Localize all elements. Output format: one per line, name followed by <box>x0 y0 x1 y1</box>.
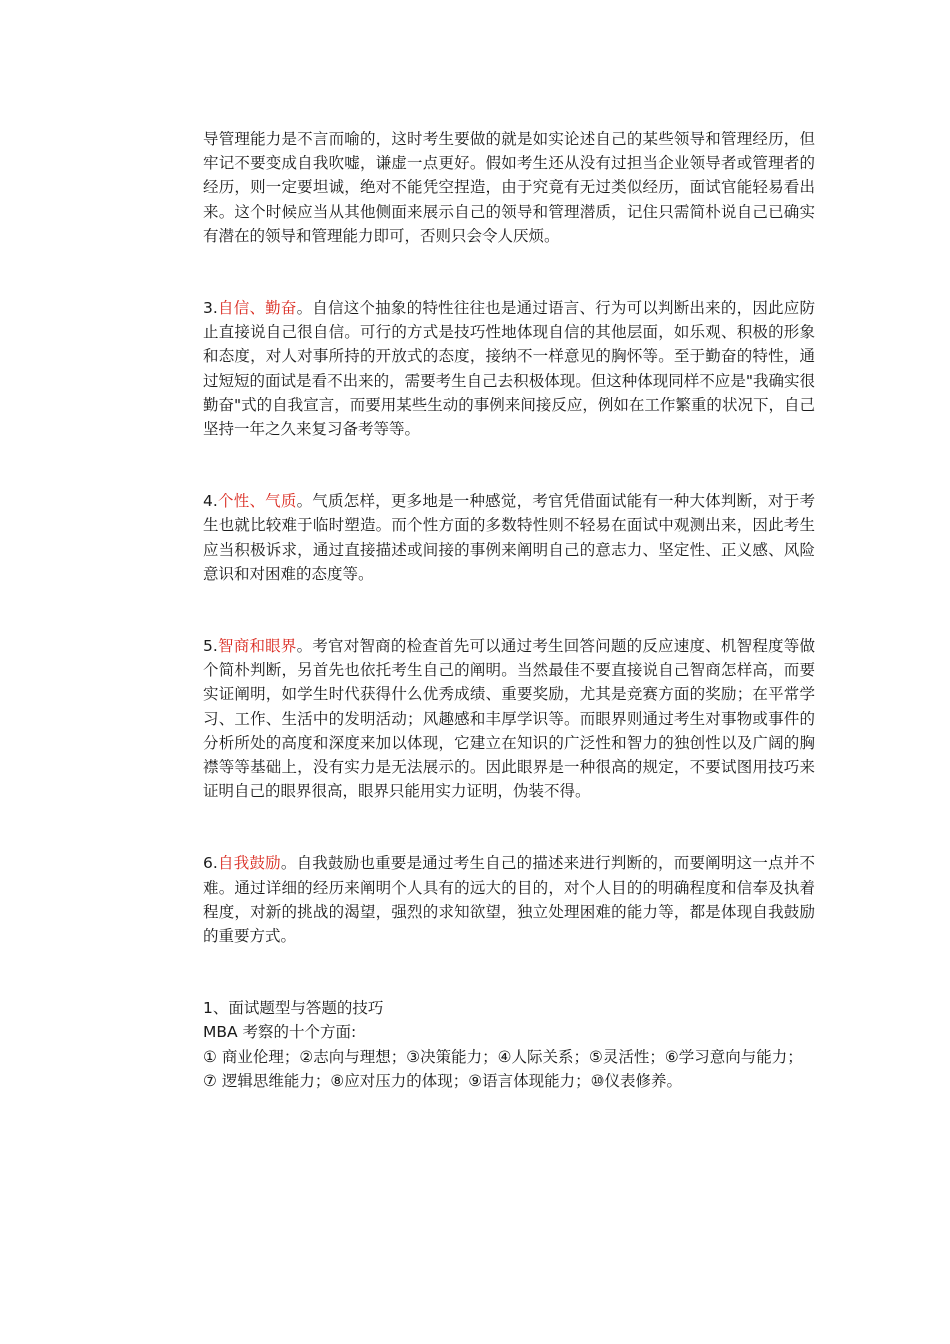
section-number: 4. <box>203 492 218 511</box>
section-self-confidence <box>203 296 815 441</box>
section-title: 个性、气质 <box>217 492 297 511</box>
list-subheading: MBA 考察的十个方面: <box>203 1023 357 1042</box>
section-title: 自信、勤奋 <box>217 299 297 318</box>
list-line-1: ① 商业伦理；②志向与理想；③决策能力；④人际关系；⑤灵活性；⑥学习意向与能力； <box>203 1047 803 1066</box>
section-title: 自我鼓励 <box>217 854 281 873</box>
section-body: 。考官对智商的检查首先可以通过考生回答问题的反应速度、机智程度等做个简朴判断，另首先也依托考生自己的阐明。当然最佳不要直接说自己智商怎样高，而要实证阐明，如学生时代获得什么优秀成绩、重要奖励，尤其是竞赛方面的奖励；在平常学习、工作、生活中的发明活动；风趣感和丰厚学识等。而眼界则通过考生对事物或事件的分析所处的高度和深度来加以体现，它建立在知识的广泛性和智力的独创性以及广阔的胸襟等等基础上，没有实力是无法展示的。因此眼界是一种很高的规定，不要试图用技巧来证明自己的眼界很高，眼界只能用实力证明，伪装不得。 <box>203 637 815 801</box>
interview-aspects-list <box>203 996 815 1093</box>
intro-paragraph: 导管理能力是不言而喻的，这时考生要做的就是如实论述自己的某些领导和管理经历，但牢记不要变成自我吹嘘，谦虚一点更好。假如考生还从没有过担当企业领导者或管理者的经历，则一定要坦诚，绝对不能凭空捏造，由于究竟有无过类似经历，面试官能轻易看出来。这个时候应当从其他侧面来展示自己的领导和管理潜质，记住只需简朴说自己已确实有潜在的领导和管理能力即可，否则只会令人厌烦。 <box>203 130 815 245</box>
section-intelligence <box>203 634 815 803</box>
section-title: 智商和眼界 <box>217 637 297 656</box>
list-line-2: ⑦ 逻辑思维能力；⑧应对压力的体现；⑨语言体现能力；⑩仪表修养。 <box>203 1071 683 1090</box>
document-page <box>203 127 815 1093</box>
section-body: 。自信这个抽象的特性往往也是通过语言、行为可以判断出来的，因此应防止直接说自己很自信。可行的方式是技巧性地体现自信的其他层面，如乐观、积极的形象和态度，对人对事所持的开放式的态度，接纳不一样意见的胸怀等。至于勤奋的特性，通过短短的面试是看不出来的，需要考生自己去积极体现。但这种体现同样不应是"我确实很勤奋"式的自我宣言，而要用某些生动的事例来间接反应，例如在工作繁重的状况下，自己坚持一年之久来复习备考等等。 <box>203 299 815 439</box>
section-number: 5. <box>203 637 218 656</box>
section-number: 3. <box>203 299 218 318</box>
section-personality <box>203 489 815 586</box>
section-body: 。自我鼓励也重要是通过考生自己的描述来进行判断的，而要阐明这一点并不难。通过详细的经历来阐明个人具有的远大的目的，对个人目的的明确程度和信奉及执着程度，对新的挑战的渴望，强烈的求知欲望，独立处理困难的能力等，都是体现自我鼓励的重要方式。 <box>203 854 815 946</box>
section-self-motivation <box>203 851 815 948</box>
section-number: 6. <box>203 854 218 873</box>
section-body: 。气质怎样，更多地是一种感觉，考官凭借面试能有一种大体判断，对于考生也就比较难于临时塑造。而个性方面的多数特性则不轻易在面试中观测出来，因此考生应当积极诉求，通过直接描述或间接的事例来阐明自己的意志力、坚定性、正义感、风险意识和对困难的态度等。 <box>203 492 815 583</box>
list-heading: 1、面试题型与答题的技巧 <box>203 999 384 1018</box>
